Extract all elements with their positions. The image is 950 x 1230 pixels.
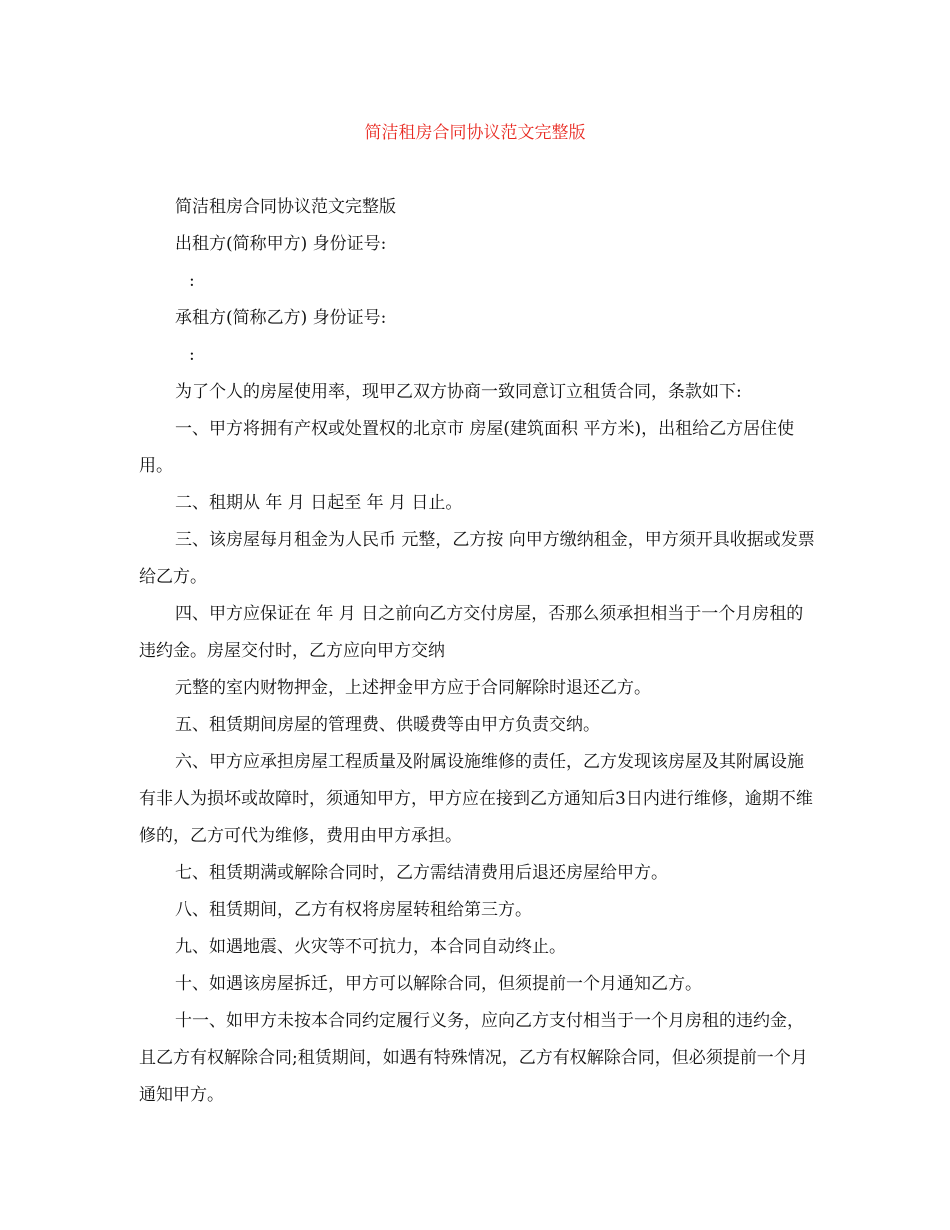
document-body	[139, 189, 815, 1114]
paragraph-clause-5: 五、租赁期间房屋的管理费、供暖费等由甲方负责交纳。	[175, 715, 600, 735]
paragraph-clause-3: 三、该房屋每月租金为人民币 元整，乙方按 向甲方缴纳租金，甲方须开具收据或发票给乙方。	[139, 530, 815, 587]
paragraph-preamble: 为了个人的房屋使用率，现甲乙双方协商一致同意订立租赁合同，条款如下:	[175, 382, 742, 402]
paragraph-clause-11: 十一、如甲方未按本合同约定履行义务，应向乙方支付相当于一个月房租的违约金，且乙方有权解除合同;租赁期间，如遇有特殊情况，乙方有权解除合同，但必须提前一个月通知甲方。	[139, 1011, 808, 1105]
paragraph-clause-4-deposit: 元整的室内财物押金，上述押金甲方应于合同解除时退还乙方。	[175, 678, 651, 698]
paragraph-lessor: 出租方(简称甲方) 身份证号:	[175, 234, 387, 254]
paragraph-lessee-id-blank: :	[189, 345, 195, 365]
document-title: 简洁租房合同协议范文完整版	[364, 123, 586, 143]
paragraph-clause-8: 八、租赁期间，乙方有权将房屋转租给第三方。	[175, 900, 532, 920]
paragraph-lessee: 承租方(简称乙方) 身份证号:	[175, 308, 387, 328]
paragraph-clause-6: 六、甲方应承担房屋工程质量及附属设施维修的责任，乙方发现该房屋及其附属设施有非人为损坏或故障时，须通知甲方，甲方应在接到乙方通知后3日内进行维修，逾期不维修的，乙方可代为维修，费用由甲方承担。	[139, 752, 813, 846]
paragraph-heading: 简洁租房合同协议范文完整版	[175, 197, 396, 217]
paragraph-clause-4: 四、甲方应保证在 年 月 日之前向乙方交付房屋，否那么须承担相当于一个月房租的违约金。房屋交付时，乙方应向甲方交纳	[139, 604, 804, 661]
paragraph-clause-7: 七、租赁期满或解除合同时，乙方需结清费用后退还房屋给甲方。	[175, 863, 668, 883]
paragraph-clause-1: 一、甲方将拥有产权或处置权的北京市 房屋(建筑面积 平方米)，出租给乙方居住使用。	[139, 419, 795, 476]
paragraph-clause-10: 十、如遇该房屋拆迁，甲方可以解除合同，但须提前一个月通知乙方。	[175, 974, 702, 994]
paragraph-lessor-id-blank: :	[189, 271, 195, 291]
paragraph-clause-9: 九、如遇地震、火灾等不可抗力，本合同自动终止。	[175, 937, 566, 957]
paragraph-clause-2: 二、租期从 年 月 日起至 年 月 日止。	[175, 493, 463, 513]
